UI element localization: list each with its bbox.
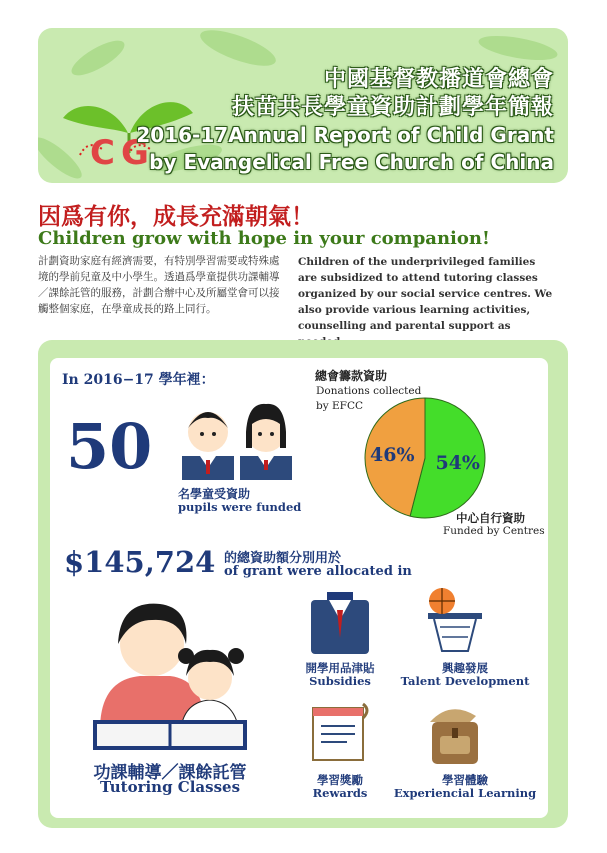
rewards-label-zh: 學習獎勵: [317, 773, 363, 787]
pupils-label-zh: 名學童受資助: [178, 487, 251, 501]
pie-slice-centres-label: 54%: [435, 452, 480, 475]
students-icon: [178, 398, 296, 482]
year-label: In 2016−17 學年裡：: [62, 372, 215, 388]
backpack-icon: [420, 700, 490, 768]
grant-label-zh: 的總資助額分別用於: [224, 551, 342, 566]
title-en-line1: 2016-17Annual Report of Child Grant: [136, 123, 554, 147]
certificate-icon: [307, 700, 373, 766]
pie-label-donations-zh: 總會籌款資助: [315, 369, 388, 383]
grant-label-en: of grant were allocated in: [224, 564, 412, 579]
grant-amount: $145,724: [64, 545, 216, 579]
pie-label-donations-en: Donations collected by EFCC: [316, 385, 422, 412]
pupils-number: 50: [66, 410, 153, 483]
pupils-label-en: pupils were funded: [178, 500, 302, 514]
pie-chart: [355, 393, 495, 523]
logo-text: CG: [90, 133, 155, 173]
header-banner: [38, 28, 568, 183]
intro-en: Children of the underprivileged families are subsidized to attend tutoring classes organized by our social service centres. We also provide various learning activities, counselling and parental support as: [298, 256, 553, 332]
pie-label-centres-en: Funded by Centres: [443, 525, 545, 537]
title-en-line2: by Evangelical Free Church of China: [149, 150, 554, 174]
experiential-label-zh: 學習體驗: [442, 773, 488, 787]
basketball-icon: [420, 585, 490, 655]
title-zh-line1: 中國基督教播道會總會: [323, 67, 554, 92]
title-zh-line2: 扶苗共長學童資助計劃學年簡報: [231, 95, 554, 120]
intro-zh: 計劃資助家庭有經濟需要，有特別學習需要或特殊處境的學前兒童及中小學生。透過爲學童提供功課輔導／課餘託管的服務，計劃合辦中心及所屬堂會可以接觸整個家庭，在學童成長的路上同行。: [38, 255, 280, 315]
experiential-label-en: Experiencial Learning: [393, 786, 537, 800]
tutoring-label-en: Tutoring Classes: [99, 778, 241, 796]
pie-label-centres-zh: 中心自行資助: [456, 511, 525, 525]
subsidies-label-en: Subsidies: [309, 674, 371, 688]
uniform-icon: [307, 590, 373, 656]
headline-en: Children grow with hope in your companion!: [38, 228, 490, 249]
rewards-label-en: Rewards: [312, 786, 368, 800]
tutoring-icon: [80, 590, 265, 758]
tutoring-label-zh: 功課輔導／課餘託管: [93, 763, 247, 783]
headline-zh: 因爲有你，成長充滿朝氣！: [38, 203, 314, 230]
talent-label-zh: 興趣發展: [442, 661, 488, 675]
pie-slice-donations-label: 46%: [370, 443, 415, 466]
talent-label-en: Talent Development: [400, 674, 530, 688]
subsidies-label-zh: 開學用品津貼: [305, 661, 375, 675]
